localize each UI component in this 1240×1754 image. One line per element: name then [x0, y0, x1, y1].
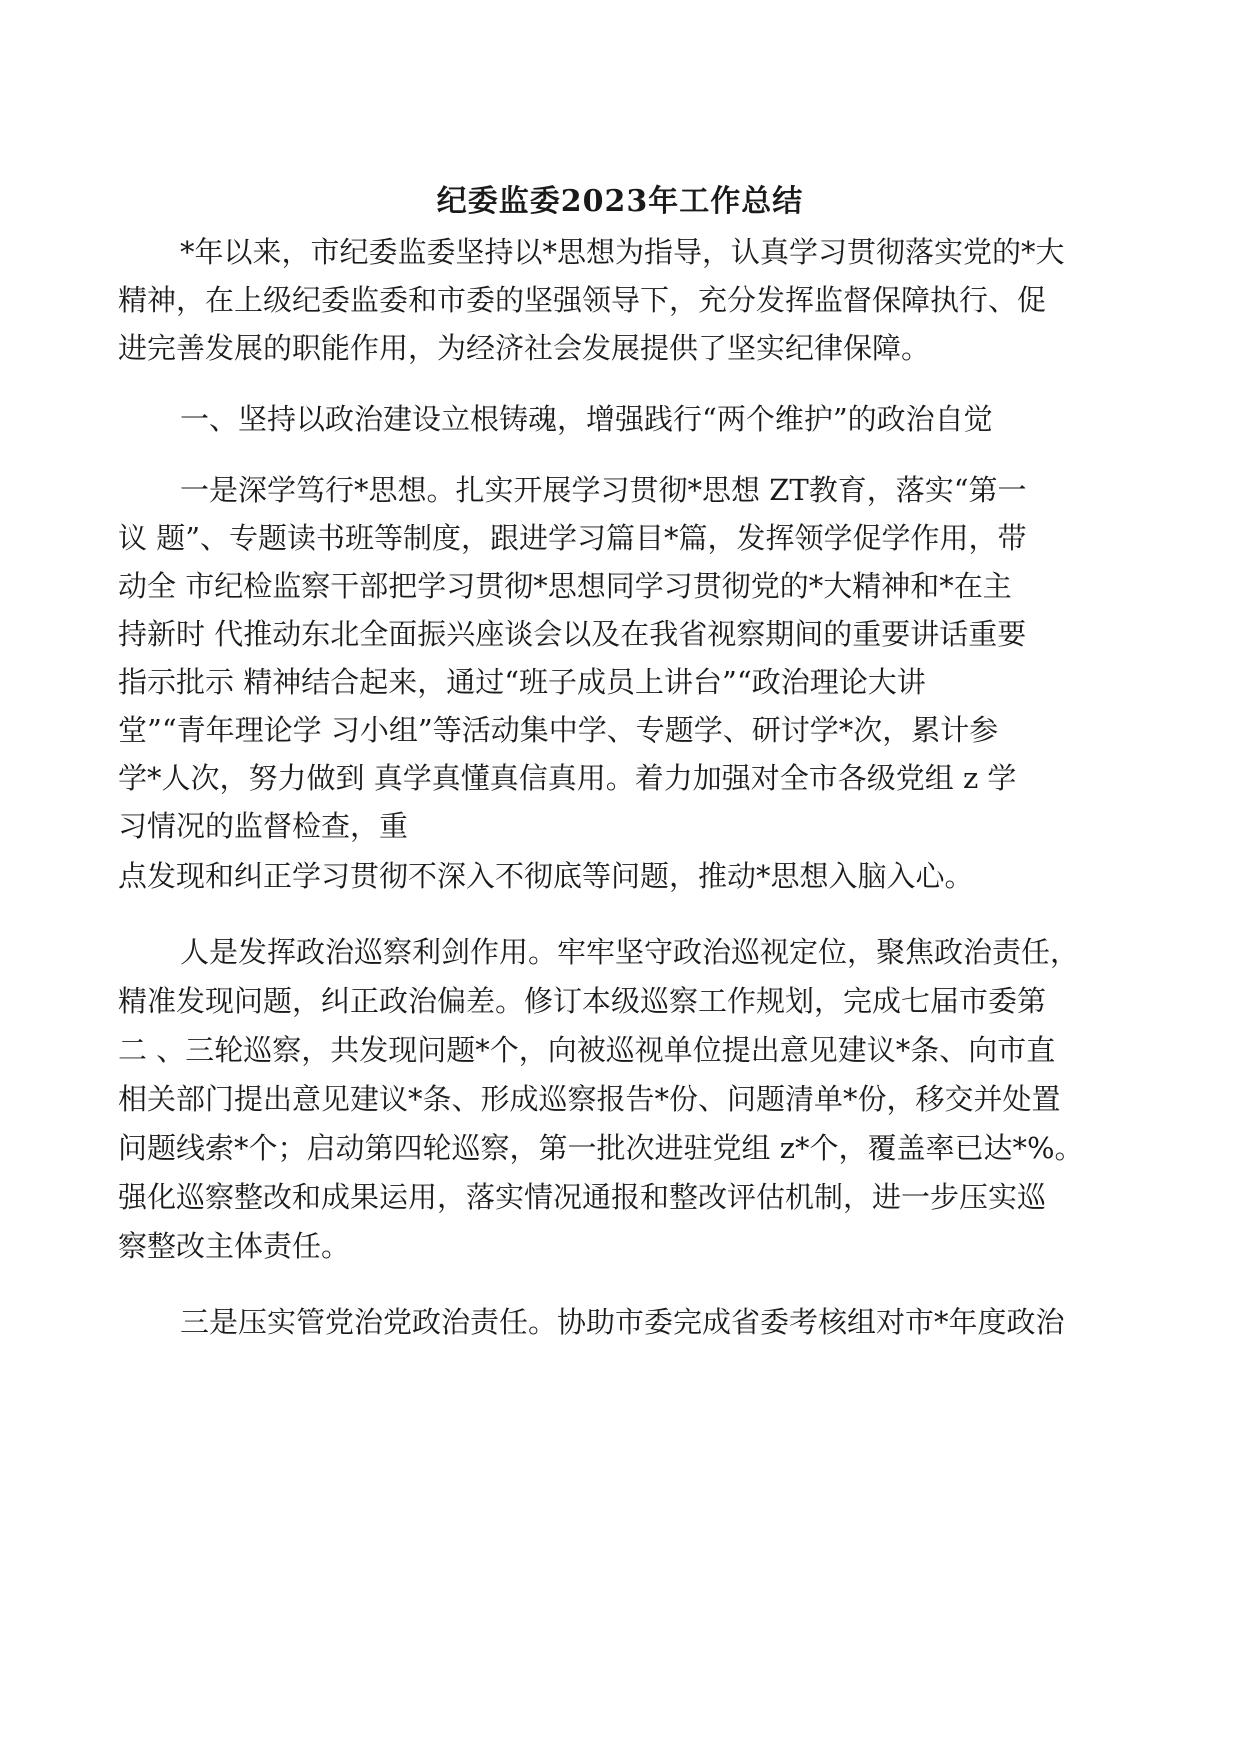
paragraph-line: 问题线索*个；启动第四轮巡察，第一批次进驻党组 z*个，覆盖率已达*%。	[118, 1131, 1084, 1165]
paragraph-line: 一是深学笃行*思想。扎实开展学习贯彻*思想 ZT教育，落实“第一	[180, 473, 1027, 507]
document-title: 纪委监委2023年工作总结	[436, 184, 804, 219]
paragraph-line: 强化巡察整改和成果运用，落实情况通报和整改评估机制，进一步压实巡	[118, 1180, 1047, 1214]
paragraph-line: 持新时 代推动东北全面振兴座谈会以及在我省视察期间的重要讲话重要	[118, 617, 1027, 651]
paragraph-line: 相关部门提出意见建议*条、形成巡察报告*份、问题清单*份，移交并处置	[118, 1082, 1061, 1116]
paragraph-line: 人是发挥政治巡察利剑作用。牢牢坚守政治巡视定位，聚焦政治责任，	[180, 935, 1080, 969]
paragraph-line: 进完善发展的职能作用，为经济社会发展提供了坚实纪律保障。	[118, 331, 931, 365]
section-heading: 一、坚持以政治建设立根铸魂，增强践行“两个维护”的政治自觉	[180, 402, 993, 436]
paragraph-line: 点发现和纠正学习贯彻不深入不彻底等问题，推动*思想入脑入心。	[118, 859, 974, 893]
paragraph-line: 察整改主体责任。	[118, 1229, 351, 1263]
paragraph-line: 堂”“青年理论学 习小组”等活动集中学、专题学、研讨学*次，累计参	[118, 713, 999, 747]
paragraph-line: 习情况的监督检查，重	[118, 809, 409, 843]
paragraph-line: 三是压实管党治党政治责任。协助市委完成省委考核组对市*年度政治	[180, 1305, 1065, 1339]
paragraph-line: *年以来，市纪委监委坚持以*思想为指导，认真学习贯彻落实党的*大	[180, 235, 1065, 269]
paragraph-line: 二 、三轮巡察，共发现问题*个，向被巡视单位提出意见建议*条、向市直	[118, 1033, 1056, 1067]
paragraph-line: 精准发现问题，纠正政治偏差。修订本级巡察工作规划，完成七届市委第	[118, 984, 1047, 1018]
paragraph-line: 精神，在上级纪委监委和市委的坚强领导下，充分发挥监督保障执行、促	[118, 283, 1047, 317]
paragraph-line: 动全 市纪检监察干部把学习贯彻*思想同学习贯彻党的*大精神和*在主	[118, 569, 1012, 603]
paragraph-line: 指示批示 精神结合起来，通过“班子成员上讲台”“政治理论大讲	[118, 665, 926, 699]
paragraph-line: 议 题”、专题读书班等制度，跟进学习篇目*篇，发挥领学促学作用，带	[118, 521, 1027, 555]
paragraph-line: 学*人次，努力做到 真学真懂真信真用。着力加强对全市各级党组 z 学	[118, 761, 1017, 795]
